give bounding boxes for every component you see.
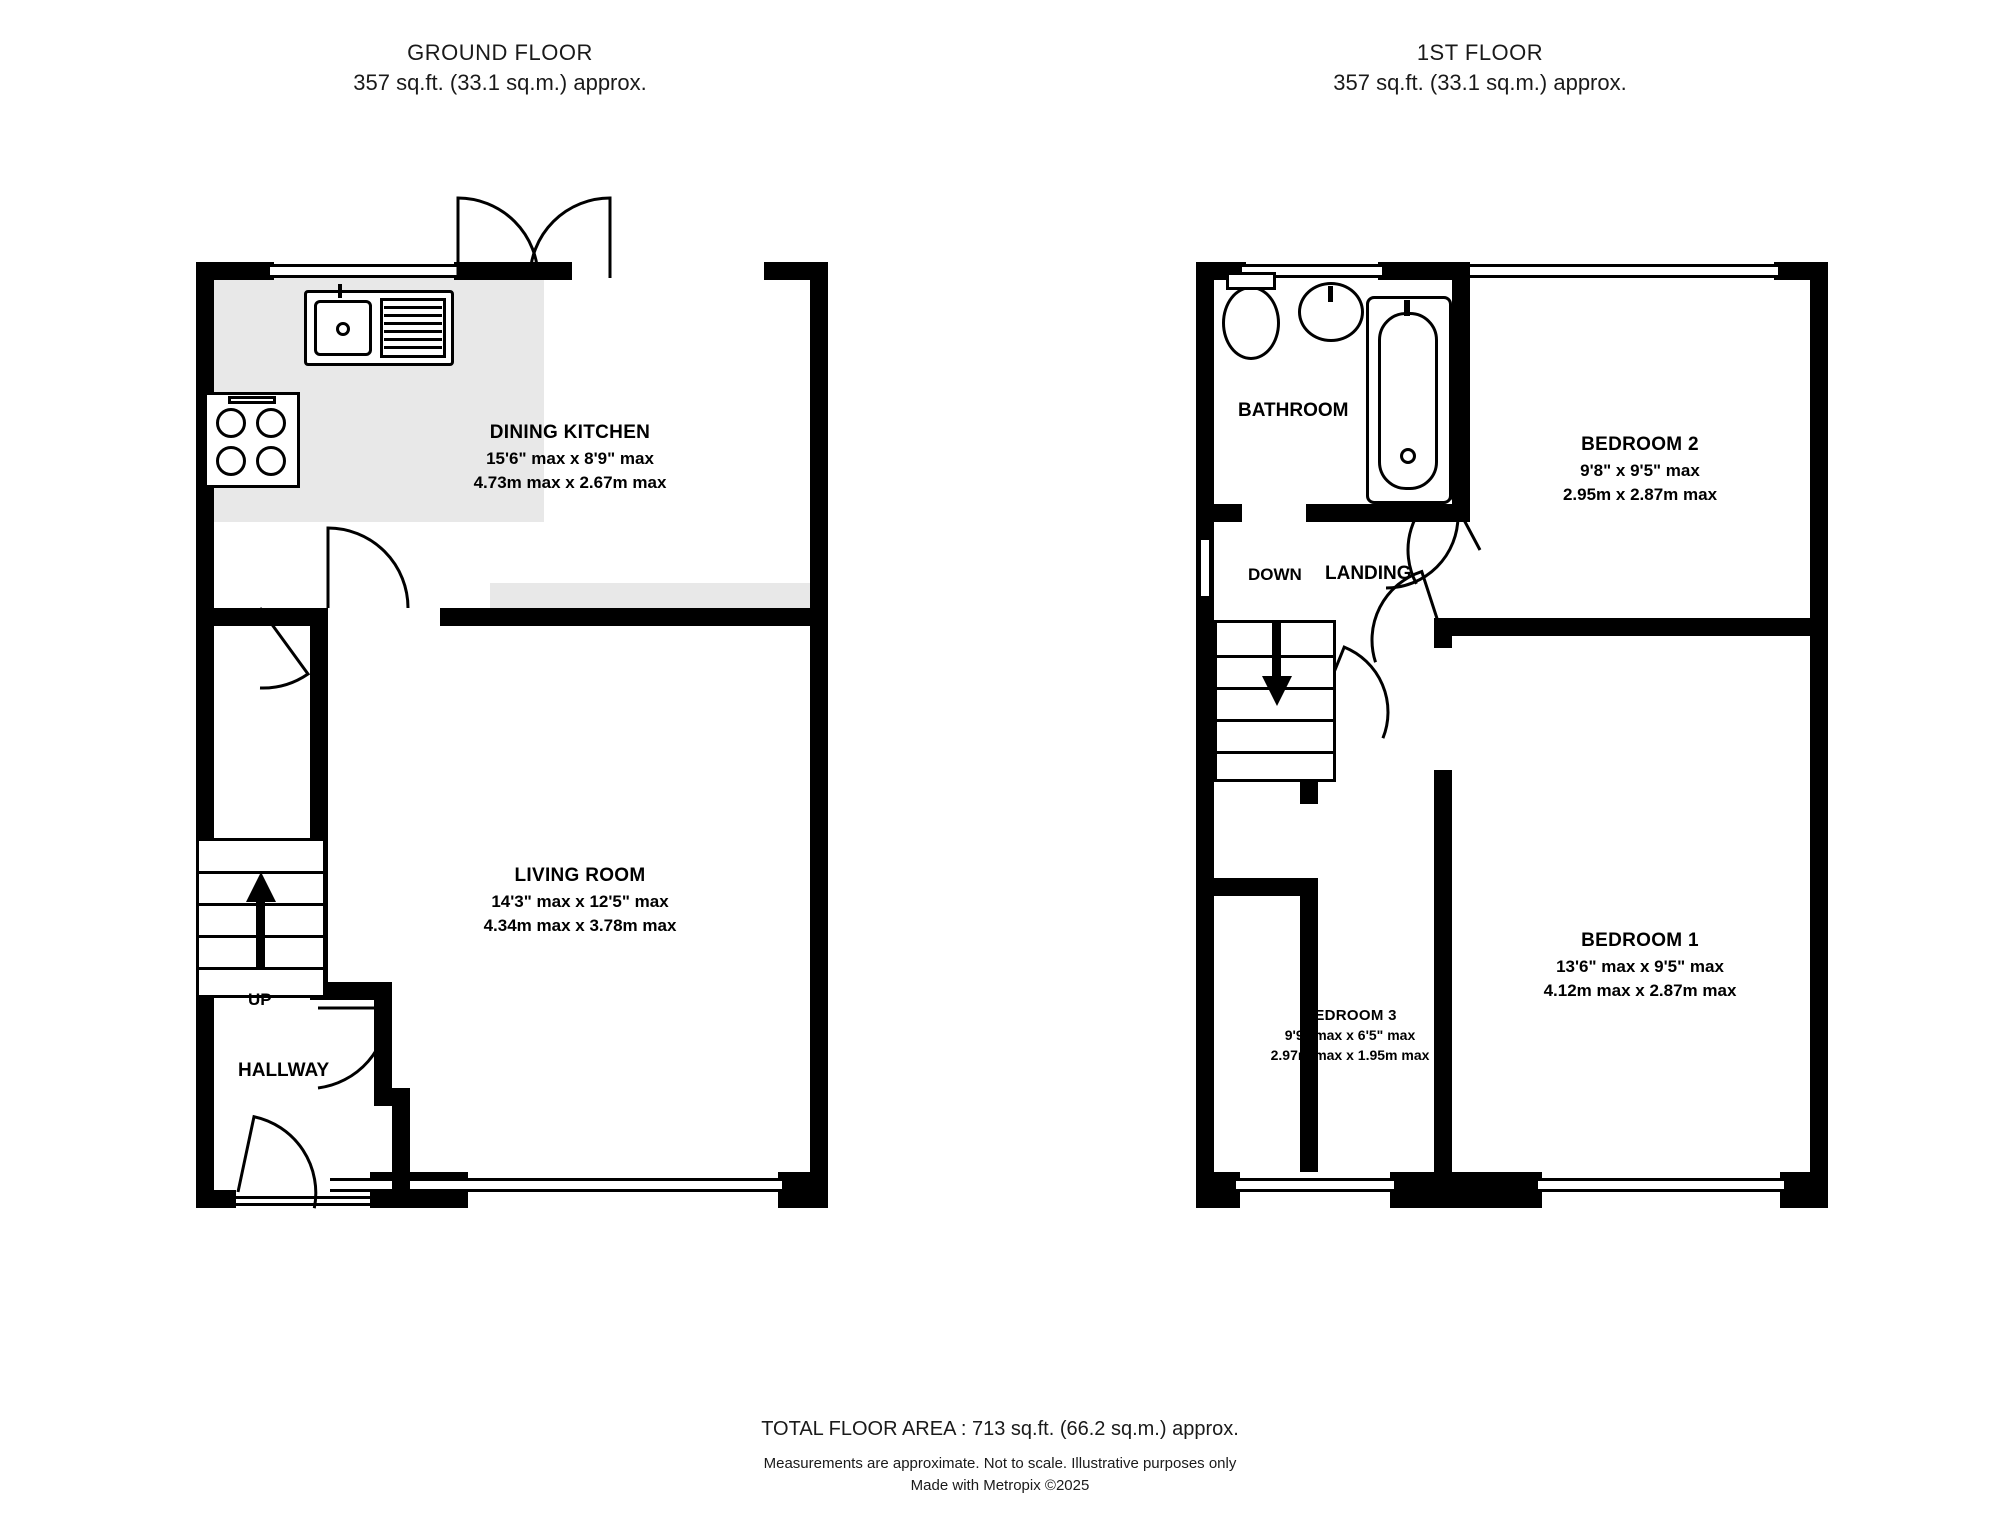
footer-disclaimer: Measurements are approximate. Not to scale. Illustrative purposes only	[763, 1455, 1237, 1472]
dining-kitchen-dim-imperial: 15'6" max x 8'9" max	[486, 448, 654, 468]
ground-floor-title: GROUND FLOOR	[407, 40, 593, 65]
room-label-hallway: HALLWAY	[238, 1060, 330, 1081]
drain-groove-5	[384, 338, 442, 341]
bedroom3-name: BEDROOM 3	[1303, 1007, 1397, 1024]
footer-attribution: Made with Metropix ©2025	[910, 1477, 1090, 1494]
bedroom2-dim-metric: 2.95m x 2.87m max	[1562, 485, 1718, 505]
dining-kitchen-dim-metric: 4.73m max x 2.67m max	[473, 473, 667, 493]
footer	[0, 1418, 2000, 1497]
room-label-bedroom1	[1455, 928, 1825, 1003]
room-label-bedroom2	[1455, 432, 1825, 507]
bedroom1-dim-imperial: 13'6" max x 9'5" max	[1556, 956, 1724, 976]
first-floor-title: 1ST FLOOR	[1416, 40, 1544, 65]
toilet-icon	[1222, 286, 1280, 360]
hob-burner-3	[216, 446, 246, 476]
hob-controls	[228, 396, 276, 404]
living-room-dim-metric: 4.34m max x 3.78m max	[483, 916, 677, 936]
hob-burner-1	[216, 408, 246, 438]
stairs-down-arrow-head	[1262, 676, 1292, 706]
sink-plug-icon	[336, 322, 350, 336]
living-room-dim-imperial: 14'3" max x 12'5" max	[491, 891, 669, 911]
bath-plug-icon	[1400, 448, 1416, 464]
room-label-bedroom3	[1210, 1005, 1490, 1066]
ground-floor-heading	[240, 38, 760, 98]
room-label-living-room	[380, 863, 780, 938]
stairs-up-arrow-shaft	[256, 896, 265, 968]
bedroom3-dim-metric: 2.97m max x 1.95m max	[1270, 1047, 1430, 1064]
hob-burner-4	[256, 446, 286, 476]
hob-burner-2	[256, 408, 286, 438]
first-floor-stairs-label: DOWN	[1248, 565, 1302, 584]
room-label-landing: LANDING	[1325, 563, 1412, 584]
first-floor-heading	[1220, 38, 1740, 98]
drain-groove-4	[384, 330, 442, 333]
stairs-up-arrow-head	[246, 872, 276, 902]
bedroom2-name: BEDROOM 2	[1581, 434, 1699, 455]
sink-tap-icon	[338, 284, 342, 298]
first-floor-area: 357 sq.ft. (33.1 sq.m.) approx.	[1333, 70, 1627, 95]
bedroom1-name: BEDROOM 1	[1581, 930, 1699, 951]
bedroom1-dim-metric: 4.12m max x 2.87m max	[1543, 981, 1737, 1001]
ground-stairs-label: UP	[248, 990, 272, 1009]
room-label-bathroom: BATHROOM	[1238, 400, 1349, 421]
drain-groove-1	[384, 306, 442, 309]
toilet-cistern-icon	[1226, 272, 1276, 290]
total-floor-area: TOTAL FLOOR AREA : 713 sq.ft. (66.2 sq.m.) approx.	[761, 1418, 1239, 1440]
dining-kitchen-name: DINING KITCHEN	[489, 422, 651, 443]
drain-groove-6	[384, 346, 442, 349]
ground-floor-area: 357 sq.ft. (33.1 sq.m.) approx.	[353, 70, 647, 95]
basin-tap-icon	[1328, 286, 1333, 302]
bath-tap-icon	[1404, 300, 1410, 316]
drain-groove-2	[384, 314, 442, 317]
bedroom2-dim-imperial: 9'8" x 9'5" max	[1580, 460, 1700, 480]
living-room-name: LIVING ROOM	[514, 865, 646, 886]
drain-groove-3	[384, 322, 442, 325]
hob-icon	[204, 392, 300, 488]
bedroom3-dim-imperial: 9'9" max x 6'5" max	[1284, 1027, 1416, 1044]
room-label-dining-kitchen	[370, 420, 770, 495]
stairs-down-arrow-shaft	[1272, 622, 1281, 684]
